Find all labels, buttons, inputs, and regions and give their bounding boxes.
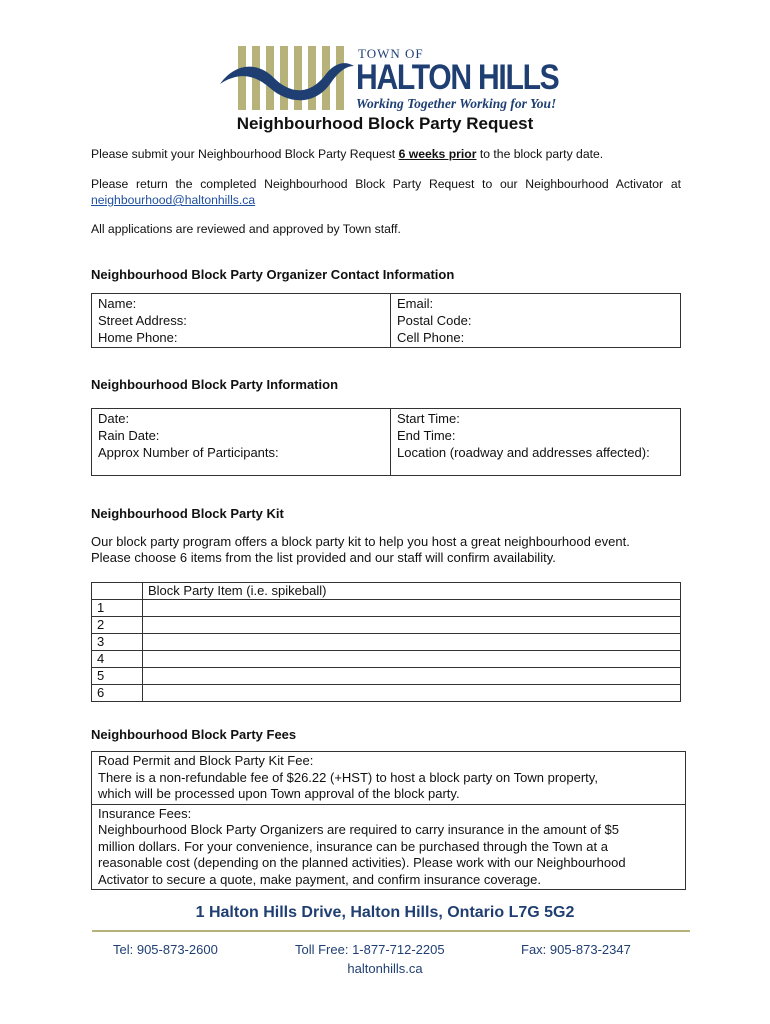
- logo-tagline: Working Together Working for You!: [356, 96, 557, 111]
- fees-table: [91, 751, 686, 890]
- kit-column-header: Block Party Item (i.e. spikeball): [143, 583, 681, 600]
- name-field-label: Name:: [98, 296, 137, 311]
- kit-items-table: [91, 582, 681, 702]
- kit-row-number: 2: [92, 617, 143, 634]
- kit-row-number: 5: [92, 668, 143, 685]
- kit-item-cell[interactable]: [143, 634, 681, 651]
- footer-toll-free: Toll Free: 1-877-712-2205: [295, 942, 445, 957]
- kit-heading: Neighbourhood Block Party Kit: [91, 506, 284, 521]
- location-field-label: Location (roadway and addresses affected):: [397, 445, 650, 460]
- email-field-label: Email:: [397, 296, 434, 311]
- logo-town-of: TOWN OF: [358, 46, 424, 61]
- intro-deadline-text-end: to the block party date.: [476, 147, 604, 161]
- footer-telephone: Tel: 905-873-2600: [113, 942, 218, 957]
- contact-right-cell[interactable]: [391, 294, 681, 348]
- insurance-text-1: Neighbourhood Block Party Organizers are required to carry insurance in the amount of $5: [98, 822, 620, 837]
- home-phone-field-label: Home Phone:: [98, 330, 178, 345]
- kit-row-number: 3: [92, 634, 143, 651]
- rain-date-field-label: Rain Date:: [98, 428, 160, 443]
- info-table: [91, 408, 681, 476]
- intro-email-line: [91, 192, 681, 208]
- road-permit-row: [92, 752, 686, 805]
- intro-deadline-emphasis: 6 weeks prior: [398, 147, 477, 161]
- road-permit-text-2: which will be processed upon Town approval of the block party.: [98, 786, 460, 801]
- table-row: [92, 600, 681, 617]
- info-left-cell[interactable]: [92, 409, 391, 476]
- kit-row-number: 4: [92, 651, 143, 668]
- road-permit-text-1: There is a non-refundable fee of $26.22 (+HST) to host a block party on Town property,: [98, 769, 598, 785]
- participants-field-label: Approx Number of Participants:: [98, 445, 279, 460]
- contact-heading: Neighbourhood Block Party Organizer Contact Information: [91, 267, 455, 282]
- start-time-field-label: Start Time:: [397, 411, 460, 426]
- intro-deadline-text: Please submit your Neighbourhood Block Party Request: [91, 147, 399, 161]
- kit-row-number: 6: [92, 685, 143, 702]
- insurance-text-2: million dollars. For your convenience, insurance can be purchased through the Town at a: [98, 838, 608, 854]
- footer-address: 1 Halton Hills Drive, Halton Hills, Ontario L7G 5G2: [195, 904, 575, 921]
- cell-phone-field-label: Cell Phone:: [397, 330, 465, 345]
- fees-heading: Neighbourhood Block Party Fees: [91, 727, 297, 742]
- intro-return: Please return the completed Neighbourhood Block Party Request to our Neighbourhood Activator at: [91, 177, 681, 191]
- table-row: [92, 668, 681, 685]
- page-title: Neighbourhood Block Party Request: [236, 114, 534, 133]
- town-logo: [218, 44, 558, 116]
- logo-town-name: HALTON HILLS: [356, 58, 559, 97]
- kit-item-cell[interactable]: [143, 600, 681, 617]
- kit-item-cell[interactable]: [143, 685, 681, 702]
- intro-deadline: [91, 146, 681, 162]
- end-time-field-label: End Time:: [397, 428, 456, 443]
- kit-header-number-cell: [92, 583, 143, 600]
- logo-wave-icon: [218, 44, 358, 116]
- table-row: [92, 634, 681, 651]
- kit-item-cell[interactable]: [143, 668, 681, 685]
- footer-fax: Fax: 905-873-2347: [521, 942, 631, 957]
- kit-header-row: [92, 583, 681, 600]
- contact-table: [91, 293, 681, 348]
- table-row: [92, 651, 681, 668]
- activator-email-link[interactable]: neighbourhood@haltonhills.ca: [91, 193, 256, 207]
- road-permit-cell: [92, 752, 686, 805]
- kit-description-1: Our block party program offers a block party kit to help you host a great neighbourhood event.: [91, 534, 630, 549]
- table-row: [92, 617, 681, 634]
- info-right-cell[interactable]: [391, 409, 681, 476]
- road-permit-title: Road Permit and Block Party Kit Fee:: [98, 753, 314, 768]
- insurance-cell: [92, 804, 686, 890]
- postal-code-field-label: Postal Code:: [397, 313, 472, 328]
- info-heading: Neighbourhood Block Party Information: [91, 377, 339, 392]
- kit-row-number: 1: [92, 600, 143, 617]
- footer-website-link[interactable]: haltonhills.ca: [347, 961, 423, 976]
- contact-left-cell[interactable]: [92, 294, 391, 348]
- table-row: [92, 685, 681, 702]
- kit-description-2: Please choose 6 items from the list provided and our staff will confirm availability.: [91, 550, 556, 565]
- intro-approval: All applications are reviewed and approved by Town staff.: [91, 222, 401, 236]
- street-address-field-label: Street Address:: [98, 313, 187, 328]
- kit-item-cell[interactable]: [143, 651, 681, 668]
- insurance-title: Insurance Fees:: [98, 805, 192, 821]
- insurance-text-3: reasonable cost (depending on the planned activities). Please work with our Neighbourhood: [98, 855, 626, 870]
- insurance-row: [92, 804, 686, 890]
- insurance-text-4: Activator to secure a quote, make payment, and confirm insurance coverage.: [98, 871, 541, 887]
- footer-divider: [92, 930, 690, 932]
- kit-item-cell[interactable]: [143, 617, 681, 634]
- date-field-label: Date:: [98, 411, 130, 426]
